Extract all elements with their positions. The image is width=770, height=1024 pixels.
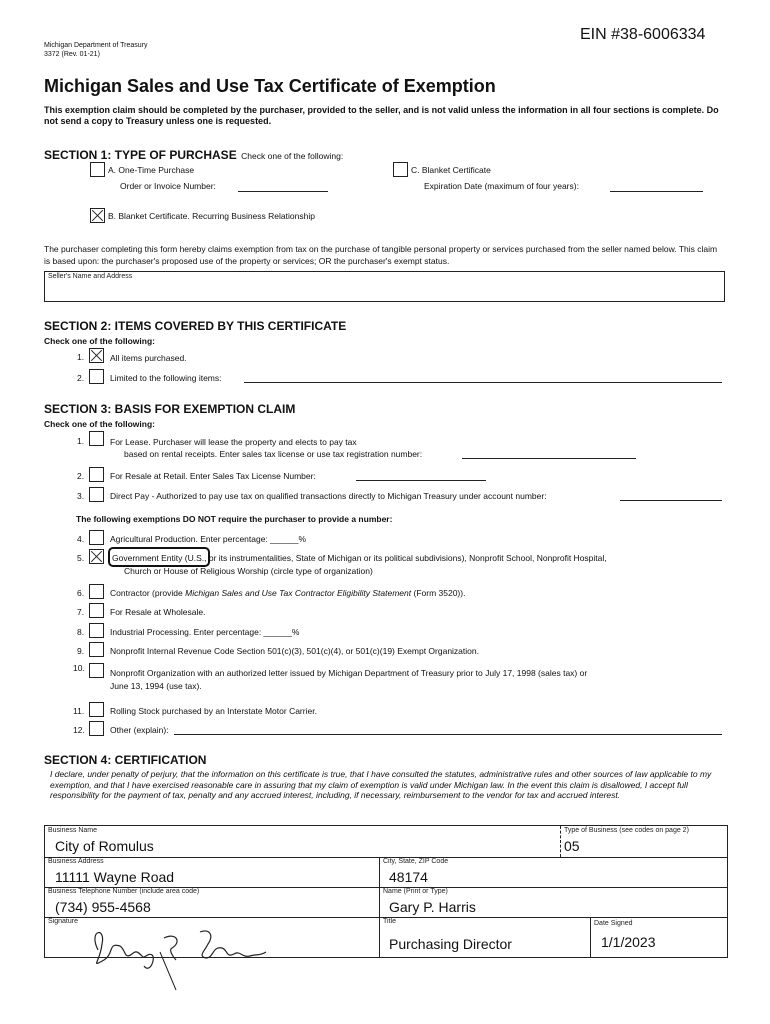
government-entity-sublabel: Church or House of Religious Worship (circle type of organization): [124, 566, 373, 576]
for-lease-sublabel: based on rental receipts. Enter sales tax license or use tax registration number:: [124, 449, 423, 459]
for-lease-label: For Lease. Purchaser will lease the property and elects to pay tax: [110, 437, 357, 447]
expiration-date-label: Expiration Date (maximum of four years):: [424, 181, 579, 191]
limited-items-line[interactable]: [244, 382, 722, 383]
business-type-label: Type of Business (see codes on page 2): [564, 827, 689, 834]
print-name-label: Name (Print or Type): [383, 888, 448, 895]
checkbox-rolling-stock[interactable]: [89, 702, 104, 717]
item-number: 2.: [77, 373, 85, 383]
checkbox-limited-items[interactable]: [89, 369, 104, 384]
rolling-stock-label: Rolling Stock purchased by an Interstate Motor Carrier.: [110, 706, 317, 716]
title-label: Title: [383, 918, 396, 925]
checkbox-other[interactable]: [89, 721, 104, 736]
business-name-value[interactable]: City of Romulus: [55, 838, 154, 854]
checkbox-contractor[interactable]: [89, 584, 104, 599]
direct-pay-account-line[interactable]: [620, 500, 722, 501]
column-divider: [560, 826, 561, 857]
other-explain-line[interactable]: [174, 734, 722, 735]
resale-wholesale-label: For Resale at Wholesale.: [110, 607, 206, 617]
checkbox-all-items[interactable]: [89, 348, 104, 363]
direct-pay-label: Direct Pay - Authorized to pay use tax on qualified transactions directly to Michigan Treasury under account number:: [110, 491, 547, 501]
item-number: 7.: [77, 607, 85, 617]
section1-heading: [44, 146, 343, 164]
item-number: 12.: [73, 725, 85, 735]
checkbox-blanket-recurring[interactable]: [90, 208, 105, 223]
phone-value[interactable]: (734) 955-4568: [55, 899, 151, 915]
government-entity-circle: [108, 547, 210, 567]
section2-subtitle: Check one of the following:: [44, 336, 155, 346]
item-number: 8.: [77, 627, 85, 637]
other-label: Other (explain):: [110, 725, 169, 735]
limited-items-label: Limited to the following items:: [110, 373, 222, 383]
contractor-label: [110, 588, 465, 598]
one-time-purchase-label: A. One-Time Purchase: [108, 165, 195, 175]
item-number: 6.: [77, 588, 85, 598]
resale-retail-label: For Resale at Retail. Enter Sales Tax License Number:: [110, 471, 316, 481]
city-state-zip-value[interactable]: 48174: [389, 869, 428, 885]
business-type-value[interactable]: 05: [564, 838, 580, 854]
contractor-label-prefix: Contractor (provide: [110, 588, 186, 598]
blanket-c-label: C. Blanket Certificate: [411, 165, 491, 175]
form-title: Michigan Sales and Use Tax Certificate of Exemption: [44, 76, 496, 96]
section3-title: SECTION 3: BASIS FOR EXEMPTION CLAIM: [44, 402, 296, 416]
item-number: 5.: [77, 553, 85, 563]
item-number: 3.: [77, 491, 85, 501]
city-state-zip-label: City, State, ZIP Code: [383, 858, 449, 865]
nonprofit-irc-label: Nonprofit Internal Revenue Code Section 501(c)(3), 501(c)(4), or 501(c)(19) Exempt Organization.: [110, 646, 479, 656]
seller-field-label: Seller's Name and Address: [48, 273, 133, 280]
checkbox-for-lease[interactable]: [89, 431, 104, 446]
certification-declaration: I declare, under penalty of perjury, that the information on this certificate is true, that I have consulted the statutes, administrative rules and other sources of law applicable to my exemption, and that I have exercised reasonable care in assuring that my claim of exemption is valid under Michigan law. In the event this claim is disallowed, I accept full responsibility for the payment of tax, penalty and any accrued interest, including, if necessary, reimbursement to the vendor for tax and accrued interest.: [50, 769, 712, 800]
section3-subtitle: Check one of the following:: [44, 419, 155, 429]
checkbox-agricultural[interactable]: [89, 530, 104, 545]
section2-title: SECTION 2: ITEMS COVERED BY THIS CERTIFICATE: [44, 319, 347, 333]
column-divider: [590, 917, 591, 957]
item-number: 10.: [73, 663, 85, 673]
checkbox-resale-wholesale[interactable]: [89, 603, 104, 618]
order-number-label: Order or Invoice Number:: [120, 181, 216, 191]
checkbox-resale-retail[interactable]: [89, 467, 104, 482]
department-name: Michigan Department of Treasury: [44, 42, 148, 49]
claim-paragraph: The purchaser completing this form hereby claims exemption from tax on the purchase of tangible personal property or services purchased from the seller named below. This claim is based upon: the purchaser's proposed use of the property or services; OR the purchaser's exempt status.: [44, 244, 718, 266]
all-items-label: All items purchased.: [110, 353, 187, 363]
item-number: 1.: [77, 352, 85, 362]
checkbox-nonprofit-letter[interactable]: [89, 663, 104, 678]
nonprofit-letter-sublabel: June 13, 1994 (use tax).: [110, 681, 202, 691]
contractor-statement-title: Michigan Sales and Use Tax Contractor Eligibility Statement: [185, 588, 412, 598]
signature-label: Signature: [48, 918, 78, 925]
print-name-value[interactable]: Gary P. Harris: [389, 899, 476, 915]
item-number: 9.: [77, 646, 85, 656]
checkbox-nonprofit-irc[interactable]: [89, 642, 104, 657]
phone-label: Business Telephone Number (include area code): [48, 888, 200, 895]
sales-tax-license-line[interactable]: [356, 480, 486, 481]
column-divider: [379, 857, 380, 957]
contractor-label-suffix: (Form 3520)).: [411, 588, 466, 598]
form-revision: 3372 (Rev. 01-21): [44, 51, 100, 58]
item-number: 11.: [73, 706, 85, 716]
checkbox-government-entity[interactable]: [89, 549, 104, 564]
nonprofit-letter-label: Nonprofit Organization with an authorized letter issued by Michigan Department of Treasury prior to July 17, 1998 (sales tax) or: [110, 668, 588, 678]
item-number: 2.: [77, 471, 85, 481]
order-number-line[interactable]: [238, 191, 328, 192]
business-address-value[interactable]: 11111 Wayne Road: [55, 869, 175, 885]
government-entity-label: Government Entity (U.S., or its instrumentalities, State of Michigan or its political subdivisions), Nonprofit School, Nonprofit Hospital,: [112, 553, 607, 563]
title-value[interactable]: Purchasing Director: [389, 936, 512, 952]
checkbox-direct-pay[interactable]: [89, 487, 104, 502]
agricultural-label: Agricultural Production. Enter percentage: ______%: [110, 534, 307, 544]
for-lease-number-line[interactable]: [462, 458, 636, 459]
section1-title: SECTION 1: TYPE OF PURCHASE: [44, 148, 237, 162]
signature-handwriting[interactable]: [80, 922, 280, 994]
date-signed-value[interactable]: 1/1/2023: [601, 934, 656, 950]
section1-subtitle: Check one of the following:: [241, 151, 344, 161]
checkbox-one-time-purchase[interactable]: [90, 162, 105, 177]
business-name-label: Business Name: [48, 827, 98, 834]
date-signed-label: Date Signed: [594, 920, 633, 927]
blanket-recurring-label: B. Blanket Certificate. Recurring Business Relationship: [108, 211, 315, 221]
business-address-label: Business Address: [48, 858, 104, 865]
ein-number: EIN #38-6006334: [580, 26, 706, 43]
intro-text: This exemption claim should be completed by the purchaser, provided to the seller, and is not valid unless the information in all four sections is complete. Do not send a copy to Treasury unless one is requested.: [44, 105, 719, 126]
item-number: 1.: [77, 436, 85, 446]
no-number-heading: The following exemptions DO NOT require the purchaser to provide a number:: [76, 514, 393, 524]
industrial-label: Industrial Processing. Enter percentage: ______%: [110, 627, 300, 637]
checkbox-industrial[interactable]: [89, 623, 104, 638]
checkbox-blanket-certificate-c[interactable]: [393, 162, 408, 177]
seller-name-address-field[interactable]: [44, 271, 725, 302]
item-number: 4.: [77, 534, 85, 544]
section4-title: SECTION 4: CERTIFICATION: [44, 753, 207, 767]
expiration-date-line[interactable]: [610, 191, 703, 192]
